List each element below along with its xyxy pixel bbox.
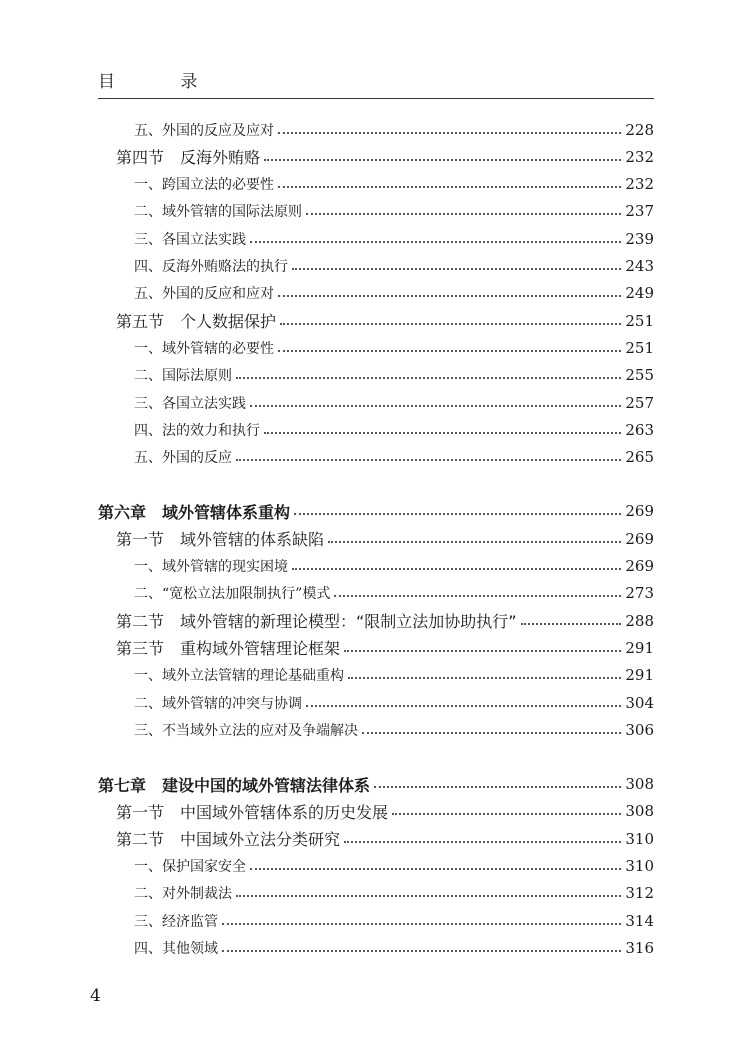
- toc-entry-label: 第二节 中国域外立法分类研究: [116, 830, 341, 850]
- dot-leader: [264, 159, 621, 161]
- toc-entry-item: [98, 689, 654, 716]
- toc-entry-page: 310: [625, 857, 654, 875]
- toc-entry-label: 第二节 域外管辖的新理论模型：“限制立法加协助执行”: [116, 612, 517, 632]
- toc-entry-label: 二、域外管辖的国际法原则: [134, 204, 302, 221]
- dot-leader: [344, 650, 621, 652]
- toc-entry-page: 288: [625, 611, 654, 630]
- dot-leader: [292, 268, 621, 270]
- toc-entry-label: 一、域外立法管辖的理论基础重构: [134, 668, 344, 685]
- toc-entry-item: [98, 171, 654, 198]
- running-header: [98, 72, 654, 99]
- toc-entry-page: 232: [625, 147, 654, 166]
- dot-leader: [236, 895, 621, 897]
- toc-entry-page: 255: [625, 366, 654, 385]
- toc-entry-page: 312: [625, 884, 654, 903]
- toc-entry-page: 291: [625, 666, 654, 685]
- dot-leader: [250, 405, 621, 407]
- toc-entry-label: 三、不当域外立法的应对及争端解决: [134, 722, 358, 739]
- toc-entry-label: 第一节 域外管辖的体系缺陷: [116, 530, 325, 550]
- toc-entry-item: [98, 553, 654, 580]
- toc-entry-item: [98, 225, 654, 252]
- toc-entry-page: 243: [625, 257, 654, 275]
- toc-entry-label: 第六章 域外管辖体系重构: [98, 502, 291, 522]
- toc-entry-label: 三、各国立法实践: [134, 395, 246, 412]
- dot-leader: [264, 432, 621, 434]
- toc-entry-page: 310: [625, 829, 654, 848]
- dot-leader: [294, 513, 621, 515]
- toc-entry-page: 273: [625, 584, 654, 603]
- toc-entry-label: 第四节 反海外贿赂: [116, 148, 261, 168]
- toc-entry-label: 三、各国立法实践: [134, 231, 246, 248]
- toc-entry-label: 二、域外管辖的冲突与协调: [134, 695, 302, 712]
- toc-entry-label: 四、法的效力和执行: [134, 422, 260, 439]
- dot-leader: [392, 813, 621, 815]
- toc-entry-chapter: [98, 498, 654, 525]
- toc-entry-page: 291: [625, 638, 654, 657]
- toc-entry-label: 四、反海外贿赂法的执行: [134, 259, 288, 275]
- toc-entry-label: 第七章 建设中国的域外管辖法律体系: [98, 775, 371, 795]
- toc-entry-label: 第三节 重构域外管辖理论框架: [116, 639, 341, 659]
- toc-entry-item: [98, 880, 654, 907]
- dot-leader: [278, 132, 621, 134]
- toc-entry-item: [98, 334, 654, 361]
- toc-entry-page: 269: [625, 502, 654, 521]
- dot-leader: [222, 950, 621, 952]
- toc-entry-page: 228: [625, 120, 654, 139]
- toc-entry-page: 314: [625, 911, 654, 930]
- dot-leader: [521, 623, 622, 625]
- toc-entry-label: 一、保护国家安全: [134, 859, 246, 875]
- toc-entry-item: [98, 580, 654, 607]
- dot-leader: [236, 459, 621, 461]
- dot-leader: [292, 568, 621, 570]
- dot-leader: [328, 541, 621, 543]
- dot-leader: [250, 868, 621, 870]
- toc-entry-item: [98, 198, 654, 225]
- toc-entry-page: 304: [625, 693, 654, 712]
- toc-entry-page: 316: [625, 938, 654, 957]
- toc-entry-item: [98, 934, 654, 961]
- toc-entry-page: 308: [625, 802, 654, 821]
- toc-entry-page: 232: [625, 175, 654, 194]
- toc-entry-section: [98, 143, 654, 170]
- toc-entry-item: [98, 444, 654, 471]
- header-title: 目 录: [98, 72, 228, 92]
- toc-entry-label: 第五节 个人数据保护: [116, 312, 277, 332]
- toc-entry-label: 五、外国的反应及应对: [134, 122, 274, 139]
- dot-leader: [236, 377, 621, 379]
- dot-leader: [280, 323, 621, 325]
- page-number: 4: [90, 986, 101, 1006]
- toc-entry-label: 第一节 中国域外管辖体系的历史发展: [116, 802, 389, 822]
- dot-leader: [344, 841, 621, 843]
- toc-entry-section: [98, 307, 654, 334]
- dot-leader: [278, 186, 621, 188]
- dot-leader: [362, 732, 621, 734]
- toc-entry-item: [98, 662, 654, 689]
- toc-entry-item: [98, 253, 654, 280]
- toc-entry-page: 249: [625, 284, 654, 303]
- dot-leader: [278, 350, 621, 352]
- toc-entry-section: [98, 825, 654, 852]
- toc-entry-label: 一、域外管辖的现实困境: [134, 559, 288, 575]
- toc-entry-chapter: [98, 771, 654, 798]
- toc-entry-page: 265: [625, 448, 654, 467]
- toc-entry-label: 三、经济监管: [134, 913, 218, 930]
- dot-leader: [348, 677, 621, 679]
- toc-entry-item: [98, 362, 654, 389]
- toc-entry-page: 263: [625, 420, 654, 439]
- toc-entry-section: [98, 525, 654, 552]
- toc-entry-section: [98, 634, 654, 661]
- toc-entry-item: [98, 116, 654, 143]
- dot-leader: [374, 786, 621, 788]
- dot-leader: [250, 241, 621, 243]
- toc-entry-item: [98, 853, 654, 880]
- toc-entry-section: [98, 607, 654, 634]
- toc-entry-label: 五、外国的反应和应对: [134, 286, 274, 303]
- toc-entry-page: 308: [625, 775, 654, 794]
- dot-leader: [222, 923, 621, 925]
- toc-entry-section: [98, 798, 654, 825]
- toc-entry-label: 二、国际法原则: [134, 368, 232, 385]
- toc-entry-item: [98, 280, 654, 307]
- toc-entry-item: [98, 416, 654, 443]
- toc-entry-label: 一、域外管辖的必要性: [134, 340, 274, 357]
- toc-entry-item: [98, 716, 654, 743]
- dot-leader: [306, 705, 621, 707]
- toc-entry-label: 一、跨国立法的必要性: [134, 177, 274, 194]
- dot-leader: [278, 295, 621, 297]
- toc-entry-page: 257: [625, 393, 654, 412]
- toc-entry-page: 237: [625, 202, 654, 221]
- toc-entry-page: 251: [625, 311, 654, 330]
- dot-leader: [306, 213, 621, 215]
- toc-entry-label: 四、其他领域: [134, 940, 218, 957]
- toc-entry-item: [98, 389, 654, 416]
- toc-entry-label: 五、外国的反应: [134, 450, 232, 467]
- toc-entry-page: 269: [625, 557, 654, 575]
- toc-entry-item: [98, 907, 654, 934]
- toc-entry-page: 306: [625, 720, 654, 739]
- toc-entry-label: 二、对外制裁法: [134, 886, 232, 903]
- toc-entry-page: 239: [625, 229, 654, 248]
- dot-leader: [334, 595, 621, 597]
- toc-entry-page: 269: [625, 529, 654, 548]
- toc-entry-label: 二、“宽松立法加限制执行”模式: [134, 586, 331, 603]
- toc-entry-page: 251: [625, 338, 654, 357]
